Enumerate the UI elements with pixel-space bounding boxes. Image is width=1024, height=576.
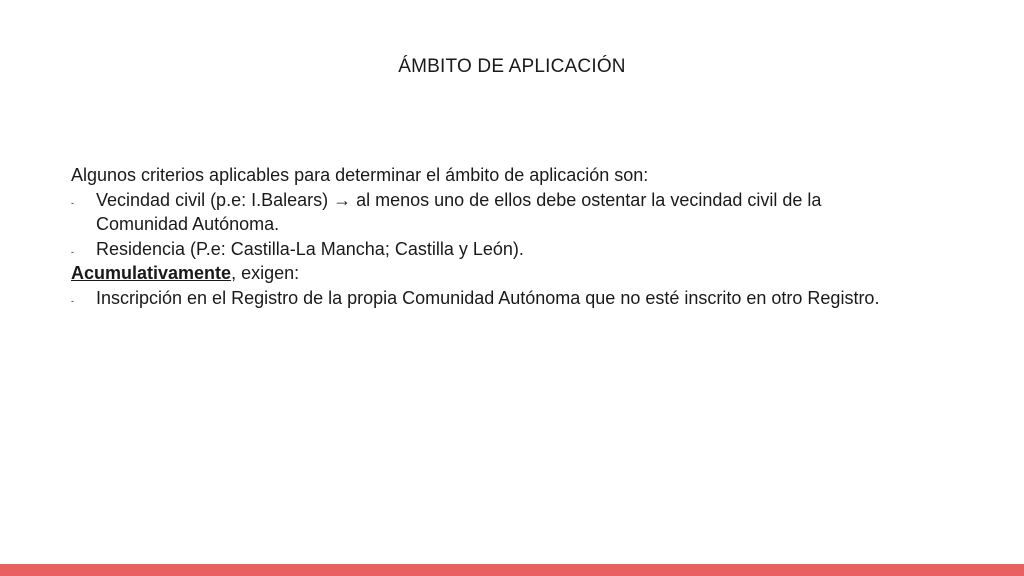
criteria-text-line1: Vecindad civil (p.e: I.Balears) → al menos uno de ellos debe ostentar la vecindad civil de la: [96, 189, 822, 210]
criteria-text-line2: Comunidad Autónoma.: [96, 214, 280, 234]
bullet-marker: -: [71, 295, 74, 306]
cumulative-line: [71, 261, 971, 286]
bullet-marker: -: [71, 197, 74, 208]
requirement-text: Inscripción en el Registro de la propia Comunidad Autónoma que no esté inscrito en otro Registro.: [96, 287, 880, 308]
cumulative-heading: Acumulativamente: [71, 263, 232, 283]
bullet-marker: -: [71, 246, 74, 257]
criteria-item-vecindad: [71, 188, 971, 237]
slide-title: ÁMBITO DE APLICACIÓN: [398, 56, 626, 77]
accent-bar: [0, 564, 1024, 576]
requirement-item-inscripcion: [71, 286, 971, 311]
criteria-item-residencia: [71, 237, 971, 262]
intro-text: Algunos criterios aplicables para determinar el ámbito de aplicación son:: [71, 165, 649, 185]
criteria-text: Residencia (P.e: Castilla-La Mancha; Castilla y León).: [96, 238, 524, 259]
cumulative-suffix: , exigen:: [231, 263, 300, 283]
slide-body: [71, 163, 971, 310]
